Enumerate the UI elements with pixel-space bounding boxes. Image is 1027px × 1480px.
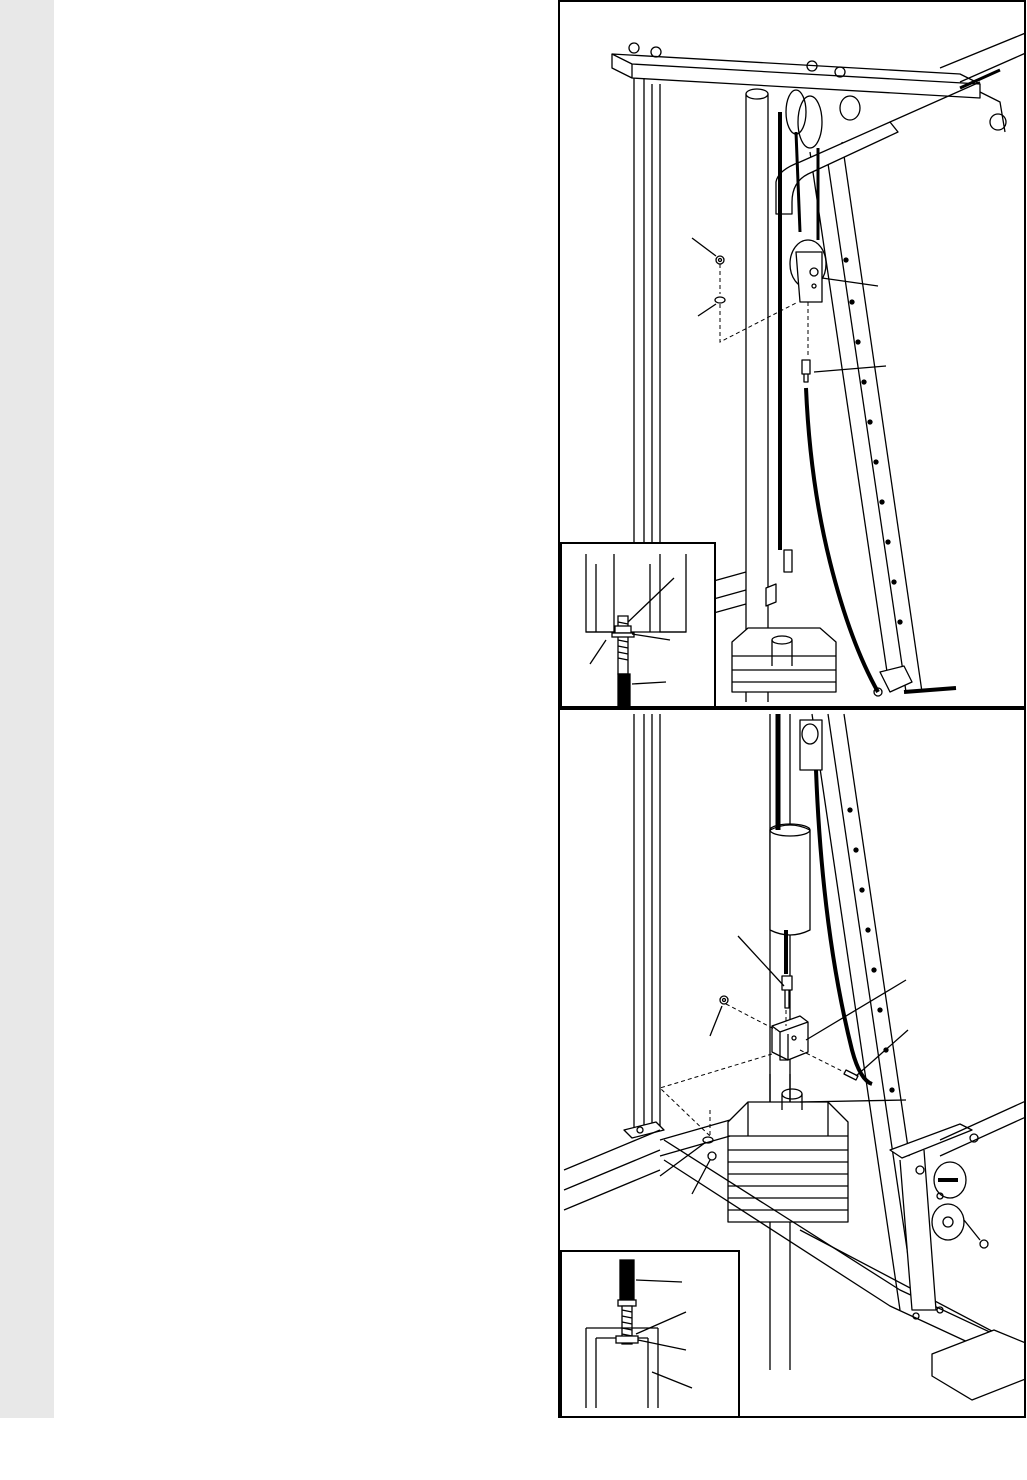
- page-side-strip: [0, 0, 54, 1418]
- detail-inset-lower: [560, 1250, 740, 1418]
- lower-inset-drawing: [562, 1252, 740, 1418]
- detail-inset-upper: [560, 542, 716, 708]
- upper-inset-drawing: [562, 544, 716, 708]
- instruction-text-column: [54, 0, 554, 1418]
- assembly-figure-upper: [558, 0, 1026, 708]
- assembly-figure-lower: [558, 708, 1026, 1418]
